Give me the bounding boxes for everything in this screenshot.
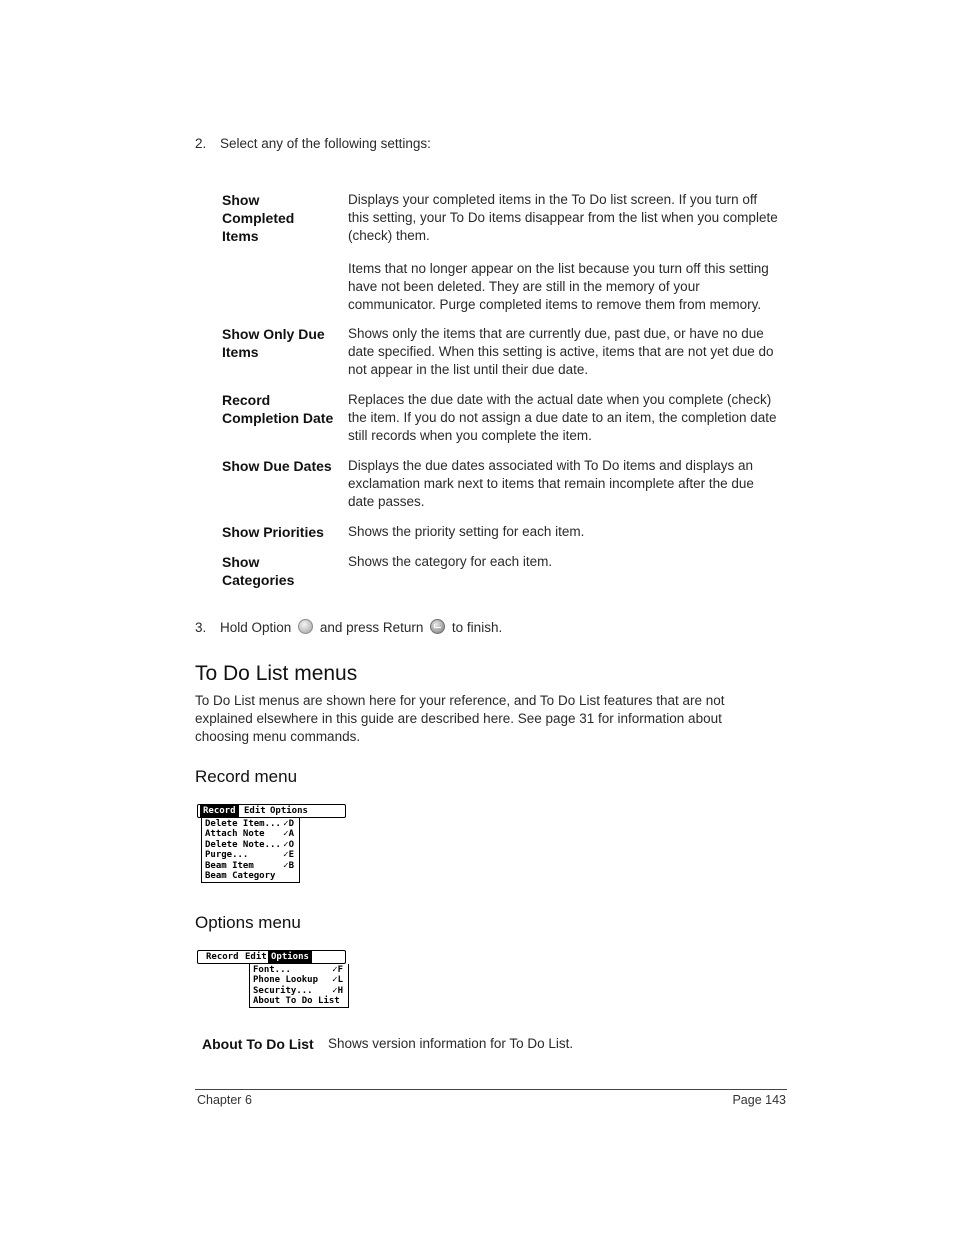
setting-term: Record Completion Date <box>222 392 334 426</box>
menu-item-label: Delete Note... <box>205 839 281 850</box>
menu-tab-record[interactable]: Record <box>200 805 239 817</box>
menu-item-label: Delete Item... <box>205 819 281 829</box>
menu-item-font[interactable] <box>253 965 345 975</box>
step-3-number: 3. <box>195 620 207 635</box>
setting-desc: Shows the priority setting for each item. <box>348 524 585 539</box>
menu-tab-edit[interactable]: Edit <box>244 806 266 816</box>
menu-item-label: About To Do List <box>253 996 340 1007</box>
menu-item-phone-lookup[interactable] <box>253 975 345 985</box>
menu-item-about[interactable] <box>253 996 345 1006</box>
menu-tab-record[interactable]: Record <box>206 952 239 962</box>
menu-item-security[interactable] <box>253 986 345 996</box>
menu-shortcut: ✓H <box>332 985 343 996</box>
record-menu-heading: Record menu <box>195 767 298 786</box>
menu-item-beam-item[interactable] <box>205 861 296 871</box>
menu-item-label: Attach Note <box>205 829 265 840</box>
option-button-icon <box>298 619 313 634</box>
menu-item-label: Purge... <box>205 850 249 861</box>
menu-tab-options[interactable]: Options <box>268 951 312 963</box>
about-term: About To Do List <box>202 1036 314 1052</box>
menu-shortcut: ✓A <box>283 829 294 840</box>
setting-desc: Replaces the due date with the actual date when you complete (check) the item. If you do not assign a due date to an item, the completion date still records when you complete the item. <box>348 392 777 443</box>
menu-item-label: Security... <box>253 985 313 996</box>
menu-tab-options[interactable]: Options <box>270 806 308 816</box>
menu-tab-edit[interactable]: Edit <box>245 952 267 962</box>
step-3-before: Hold Option <box>220 620 292 635</box>
setting-desc: Items that no longer appear on the list because you turn off this setting have not been deleted. They are still in the memory of your communicator. Purge completed items to remove them from memory. <box>348 261 769 312</box>
setting-desc: Displays the due dates associated with To Do items and displays an exclamation mark next to items that remain incomplete after the due date passes. <box>348 458 754 509</box>
footer-page-number: Page 143 <box>732 1093 786 1107</box>
menu-item-label: Phone Lookup <box>253 975 319 986</box>
menu-shortcut: ✓D <box>283 819 294 829</box>
menu-shortcut: ✓E <box>283 850 294 861</box>
setting-term: Show Due Dates <box>222 458 332 474</box>
menu-item-label: Beam Category <box>205 870 276 881</box>
options-menu-heading: Options menu <box>195 913 301 932</box>
section-title: To Do List menus <box>195 662 358 685</box>
menu-item-beam-category[interactable] <box>205 871 296 881</box>
menu-item-label: Beam Item <box>205 860 254 871</box>
menu-shortcut: ✓F <box>332 965 343 975</box>
return-button-icon <box>430 619 445 634</box>
menu-item-delete-item[interactable] <box>205 819 296 829</box>
setting-term: Show Only Due Items <box>222 326 325 360</box>
menu-item-label: Font... <box>253 965 291 975</box>
menu-shortcut: ✓O <box>283 839 294 850</box>
menu-item-purge[interactable] <box>205 850 296 860</box>
menu-shortcut: ✓L <box>332 975 343 986</box>
setting-desc: Displays your completed items in the To Do list screen. If you turn off this setting, your To Do items disappear from the list when you complete (check) them. <box>348 192 778 243</box>
setting-desc: Shows the category for each item. <box>348 554 553 569</box>
setting-term: Show Categories <box>222 554 295 588</box>
record-menu-bar <box>197 804 346 818</box>
setting-term: Show Completed Items <box>222 192 295 244</box>
step-2-number: 2. <box>195 136 207 151</box>
footer-rule <box>195 1089 787 1090</box>
step-2-text: Select any of the following settings: <box>220 136 431 151</box>
footer-chapter: Chapter 6 <box>197 1093 252 1107</box>
section-intro: To Do List menus are shown here for your reference, and To Do List features that are not explained elsewhere in this guide are described here. See page 31 for information about choosing menu commands. <box>195 693 725 744</box>
setting-term: Show Priorities <box>222 524 324 540</box>
step-3-after: to finish. <box>451 620 503 635</box>
step-3-text <box>220 619 502 637</box>
menu-shortcut: ✓B <box>283 860 294 871</box>
record-menu-dropdown <box>201 818 300 883</box>
menu-item-attach-note[interactable] <box>205 829 296 839</box>
step-3-middle: and press Return <box>319 620 424 635</box>
options-menu-dropdown <box>249 964 349 1008</box>
menu-item-delete-note[interactable] <box>205 840 296 850</box>
about-desc: Shows version information for To Do List. <box>328 1036 574 1051</box>
setting-desc: Shows only the items that are currently due, past due, or have no due date specified. When this setting is active, items that are not yet due do not appear in the list until their due date. <box>348 326 774 377</box>
options-menu-bar <box>197 950 346 964</box>
